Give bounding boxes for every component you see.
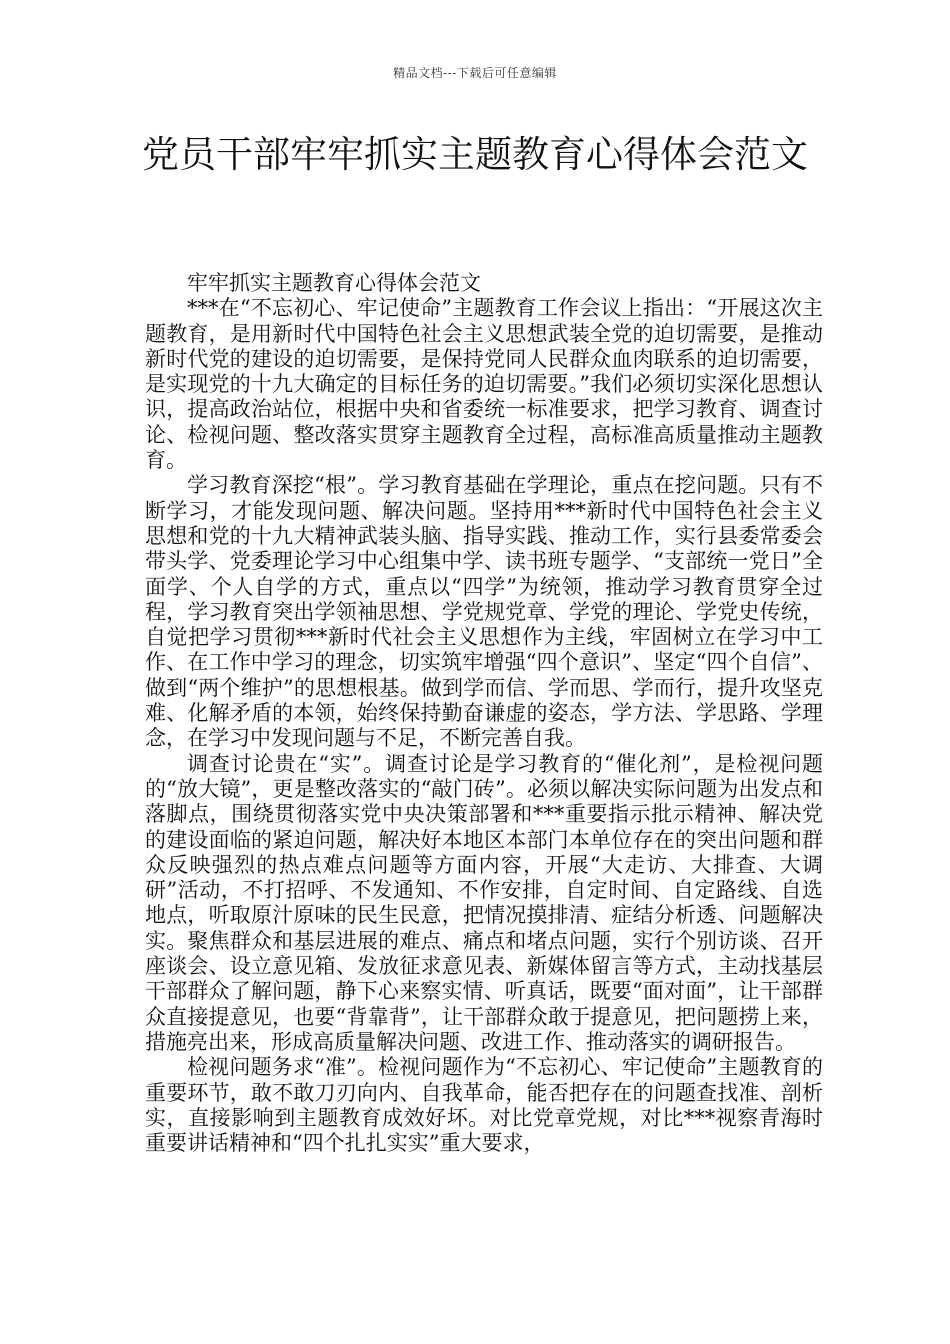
document-title: 党员干部牢牢抓实主题教育心得体会范文 bbox=[142, 133, 808, 176]
paragraph-research: 调查讨论贵在“实”。调查讨论是学习教育的“催化剂”，是检视问题的“放大镜”，更是整改落实的“敲门砖”。必须以解决实际问题为出发点和落脚点，围绕贯彻落实党中央决策部署和***重要指示批示精神、解决党的建设面临的紧迫问题，解决好本地区本部门本单位存在的突出问题和群众反映强烈的热点难点问题等方面内容，开展“大走访、大排查、大调研”活动，不打招呼、不发通知、不作安排，自定时间、自定路线、自选地点，听取原汁原味的民生民意，把情况摸排清、症结分析透、问题解决实。聚焦群众和基层进展的难点、痛点和堵点问题，实行个别访谈、召开座谈会、设立意见箱、发放征求意见表、新媒体留言等方式，主动找基层干部群众了解问题，静下心来察实情、听真话，既要“面对面”，让干部群众直接提意见，也要“背靠背”，让干部群众敢于提意见，把问题捞上来，措施亮出来，形成高质量解决问题、改进工作、推动落实的调研报告。 bbox=[145, 751, 823, 1054]
document-subtitle: 牢牢抓实主题教育心得体会范文 bbox=[187, 271, 481, 295]
paragraph-intro: ***在“不忘初心、牢记使命”主题教育工作会议上指出：“开展这次主题教育，是用新时代中国特色社会主义思想武装全党的迫切需要，是推动新时代党的建设的迫切需要，是保持党同人民群众血肉联系的迫切需要，是实现党的十九大确定的目标任务的迫切需要。”我们必须切实深化思想认识，提高政治站位，根据中央和省委统一标准要求，把学习教育、调查讨论、检视问题、整改落实贯穿主题教育全过程，高标准高质量推动主题教育。 bbox=[145, 296, 823, 473]
document-body bbox=[145, 271, 823, 1156]
header-note: 精品文档---下载后可任意编辑 bbox=[393, 66, 557, 80]
paragraph-study: 学习教育深挖“根”。学习教育基础在学理论，重点在挖问题。只有不断学习，才能发现问题、解决问题。坚持用***新时代中国特色社会主义思想和党的十九大精神武装头脑、指导实践、推动工作，实行县委常委会带头学、党委理论学习中心组集中学、读书班专题学、“支部统一党日”全面学、个人自学的方式，重点以“四学”为统领，推动学习教育贯穿全过程，学习教育突出学领袖思想、学党规党章、学党的理论、学党史传统，自觉把学习贯彻***新时代社会主义思想作为主线，牢固树立在学习中工作、在工作中学习的理念，切实筑牢增强“四个意识”、坚定“四个自信”、做到“两个维护”的思想根基。做到学而信、学而思、学而行，提升攻坚克难、化解矛盾的本领，始终保持勤奋谦虚的姿态，学方法、学思路、学理念，在学习中发现问题与不足，不断完善自我。 bbox=[145, 473, 823, 751]
paragraph-inspection: 检视问题务求“准”。检视问题作为“不忘初心、牢记使命”主题教育的重要环节，敢不敢刀刃向内、自我革命，能否把存在的问题查找准、剖析实，直接影响到主题教育成效好坏。对比党章党规，对比***视察青海时重要讲话精神和“四个扎扎实实”重大要求， bbox=[145, 1055, 823, 1156]
